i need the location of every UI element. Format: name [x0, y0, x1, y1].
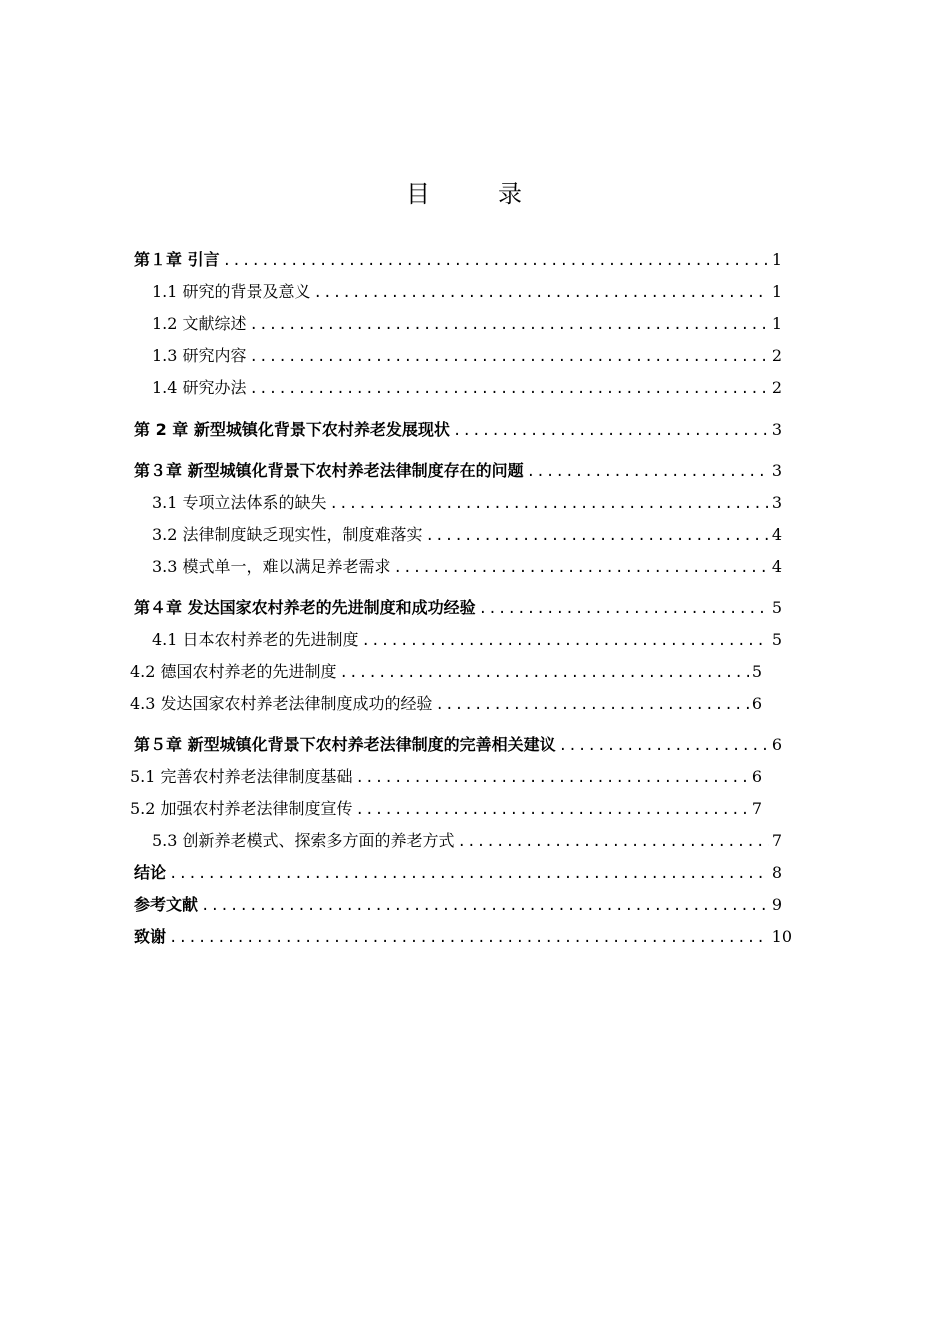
- toc-entry-page: 3: [771, 461, 782, 480]
- toc-entry-label: 致谢: [134, 927, 167, 946]
- toc-entry-ch5[interactable]: [134, 733, 782, 757]
- toc-entry-label: 第４章 发达国家农村养老的先进制度和成功经验: [134, 598, 476, 617]
- toc-entry-page: 7: [771, 831, 782, 850]
- toc-entry-label: 1.1 研究的背景及意义: [152, 282, 311, 301]
- dot-leader: [436, 693, 749, 717]
- dot-leader: [356, 766, 749, 790]
- toc-entry-label: 4.1 日本农村养老的先进制度: [152, 630, 359, 649]
- toc-entry-4-1[interactable]: [152, 628, 782, 652]
- toc-entry-4-3[interactable]: [130, 692, 762, 716]
- toc-entry-label: 第 2 章 新型城镇化背景下农村养老发展现状: [134, 420, 450, 439]
- dot-leader: [340, 661, 749, 685]
- page-title: 目 录: [406, 180, 544, 208]
- toc-entry-page: 1: [771, 250, 782, 269]
- toc-entry-label: 1.3 研究内容: [152, 346, 247, 365]
- toc-entry-page: 3: [771, 420, 782, 439]
- toc-entry-label: 结论: [134, 863, 167, 882]
- toc-entry-4-2[interactable]: [130, 660, 762, 684]
- toc-entry-label: 5.3 创新养老模式、探索多方面的养老方式: [152, 831, 455, 850]
- toc-entry-1-3[interactable]: [152, 344, 782, 368]
- dot-leader: [394, 556, 769, 580]
- toc-entry-page: 2: [771, 346, 782, 365]
- toc-entry-label: 3.2 法律制度缺乏现实性，制度难落实: [152, 525, 423, 544]
- toc-entry-5-3[interactable]: [152, 829, 782, 853]
- dot-leader: [356, 798, 749, 822]
- dot-leader: [527, 460, 769, 484]
- toc-entry-page: 5: [751, 662, 762, 681]
- dot-leader: [250, 377, 769, 401]
- toc-entry-page: 5: [771, 630, 782, 649]
- toc-entry-3-3[interactable]: [152, 555, 782, 579]
- toc-entry-label: 5.1 完善农村养老法律制度基础: [130, 767, 353, 786]
- toc-entry-page: 10: [771, 927, 792, 946]
- toc-entry-ch2[interactable]: [134, 418, 782, 442]
- dot-leader: [169, 926, 769, 950]
- toc-entry-acknowledgements[interactable]: [134, 925, 792, 949]
- toc-entry-3-2[interactable]: [152, 523, 782, 547]
- dot-leader: [458, 830, 769, 854]
- toc-entry-label: 第３章 新型城镇化背景下农村养老法律制度存在的问题: [134, 461, 524, 480]
- toc-entry-page: 9: [771, 895, 782, 914]
- toc-entry-label: 3.3 模式单一，难以满足养老需求: [152, 557, 391, 576]
- toc-entry-page: 8: [771, 863, 782, 882]
- toc-entry-page: 3: [771, 493, 782, 512]
- toc-entry-page: 4: [771, 557, 782, 576]
- toc-entry-references[interactable]: [134, 893, 782, 917]
- dot-leader: [330, 492, 769, 516]
- dot-leader: [250, 313, 769, 337]
- toc-entry-page: 5: [771, 598, 782, 617]
- toc-entry-label: 1.4 研究办法: [152, 378, 247, 397]
- toc-entry-page: 4: [771, 525, 782, 544]
- toc-entry-label: 1.2 文献综述: [152, 314, 247, 333]
- dot-leader: [250, 345, 769, 369]
- toc-entry-label: 4.2 德国农村养老的先进制度: [130, 662, 337, 681]
- dot-leader: [453, 419, 769, 443]
- dot-leader: [169, 862, 769, 886]
- toc-entry-page: 7: [751, 799, 762, 818]
- toc-entry-3-1[interactable]: [152, 491, 782, 515]
- toc-entry-5-2[interactable]: [130, 797, 762, 821]
- toc-entry-page: 1: [771, 282, 782, 301]
- dot-leader: [201, 894, 769, 918]
- toc-entry-5-1[interactable]: [130, 765, 762, 789]
- toc-entry-ch3[interactable]: [134, 459, 782, 483]
- toc-entry-page: 6: [771, 735, 782, 754]
- toc-entry-1-1[interactable]: [152, 280, 782, 304]
- toc-entry-ch4[interactable]: [134, 596, 782, 620]
- dot-leader: [314, 281, 769, 305]
- toc-entry-ch1[interactable]: [134, 248, 782, 272]
- toc-entry-label: 5.2 加强农村养老法律制度宣传: [130, 799, 353, 818]
- toc-entry-page: 1: [771, 314, 782, 333]
- toc-entry-label: 3.1 专项立法体系的缺失: [152, 493, 327, 512]
- dot-leader: [559, 734, 769, 758]
- toc-entry-label: 参考文献: [134, 895, 199, 914]
- toc-entry-page: 2: [771, 378, 782, 397]
- toc-entry-label: 第５章 新型城镇化背景下农村养老法律制度的完善相关建议: [134, 735, 556, 754]
- toc-entry-label: 4.3 发达国家农村养老法律制度成功的经验: [130, 694, 433, 713]
- toc-entry-conclusion[interactable]: [134, 861, 782, 885]
- dot-leader: [362, 629, 769, 653]
- dot-leader: [223, 249, 769, 273]
- dot-leader: [479, 597, 769, 621]
- toc-entry-page: 6: [751, 767, 762, 786]
- dot-leader: [426, 524, 769, 548]
- toc-entry-1-2[interactable]: [152, 312, 782, 336]
- toc-entry-label: 第１章 引言: [134, 250, 220, 269]
- toc-entry-1-4[interactable]: [152, 376, 782, 400]
- toc-entry-page: 6: [751, 694, 762, 713]
